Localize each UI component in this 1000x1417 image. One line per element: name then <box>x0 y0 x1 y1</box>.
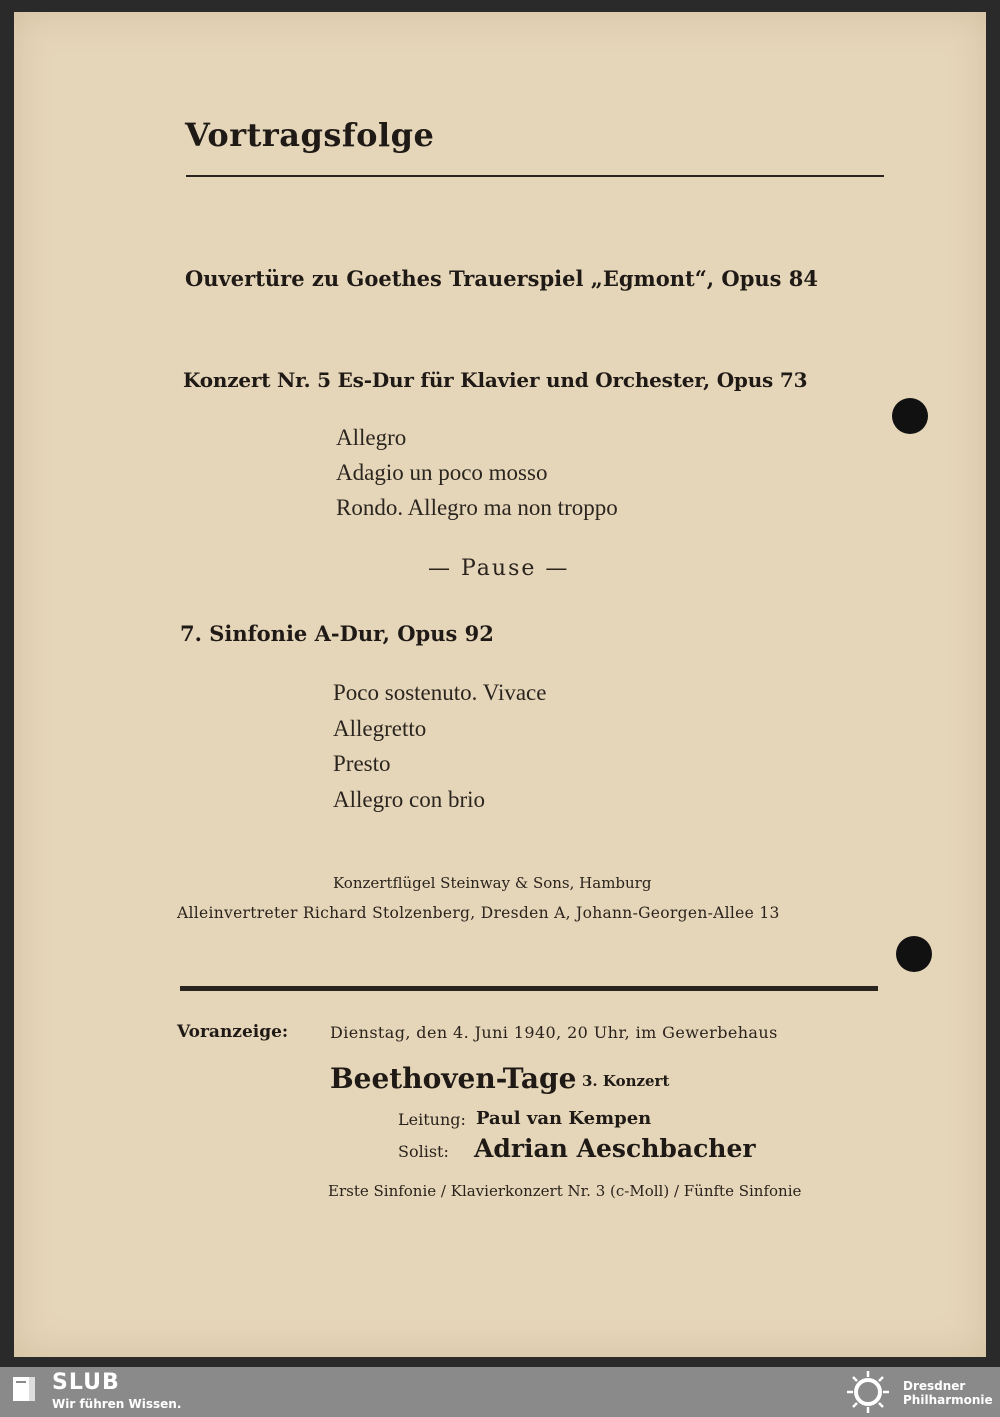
conductor-name: Paul van Kempen <box>476 1108 652 1129</box>
partner-name-line1: Dresdner <box>903 1379 966 1393</box>
punch-hole-top <box>892 398 928 434</box>
partner-name-line2: Philharmonie <box>903 1393 993 1407</box>
library-name: SLUB <box>52 1370 120 1395</box>
movement-list <box>336 420 618 525</box>
philharmonie-logo-icon <box>843 1369 893 1415</box>
movement-item: Allegro con brio <box>333 786 486 812</box>
movement-item: Adagio un poco mosso <box>336 460 548 485</box>
book-icon <box>10 1373 40 1405</box>
movement-item: Allegro <box>336 425 407 450</box>
heading-rule <box>186 175 884 177</box>
piano-note: Konzertflügel Steinway & Sons, Hamburg <box>333 874 652 892</box>
series-title: Beethoven-Tage <box>330 1062 577 1095</box>
library-tagline: Wir führen Wissen. <box>52 1397 182 1411</box>
pause-label: — Pause — <box>428 556 570 581</box>
work-3-title: 7. Sinfonie A-Dur, Opus 92 <box>180 621 494 646</box>
soloist-label: Solist: <box>398 1142 449 1161</box>
work-2-title: Konzert Nr. 5 Es-Dur für Klavier und Orchester, Opus 73 <box>183 368 808 392</box>
work-1-title: Ouvertüre zu Goethes Trauerspiel „Egmont“, Opus 84 <box>185 266 819 291</box>
movement-item: Presto <box>333 751 391 776</box>
section-divider <box>180 986 878 991</box>
dealer-note: Alleinvertreter Richard Stolzenberg, Dresden A, Johann-Georgen-Allee 13 <box>177 904 780 922</box>
preview-works: Erste Sinfonie / Klavierkonzert Nr. 3 (c-Moll) / Fünfte Sinfonie <box>328 1182 802 1200</box>
concert-number: 3. Konzert <box>582 1072 670 1090</box>
conductor-label: Leitung: <box>398 1110 466 1129</box>
movement-item: Poco sostenuto. Vivace <box>333 680 547 705</box>
movement-list <box>333 675 546 817</box>
movement-item: Rondo. Allegro ma non troppo <box>336 495 618 520</box>
movement-item: Allegretto <box>333 715 427 741</box>
program-heading: Vortragsfolge <box>185 116 435 154</box>
punch-hole-bottom <box>896 936 932 972</box>
preview-date: Dienstag, den 4. Juni 1940, 20 Uhr, im Gewerbehaus <box>330 1023 778 1042</box>
preview-label: Voranzeige: <box>177 1022 289 1042</box>
footer-bar <box>0 1367 1000 1417</box>
soloist-name: Adrian Aeschbacher <box>474 1134 756 1163</box>
